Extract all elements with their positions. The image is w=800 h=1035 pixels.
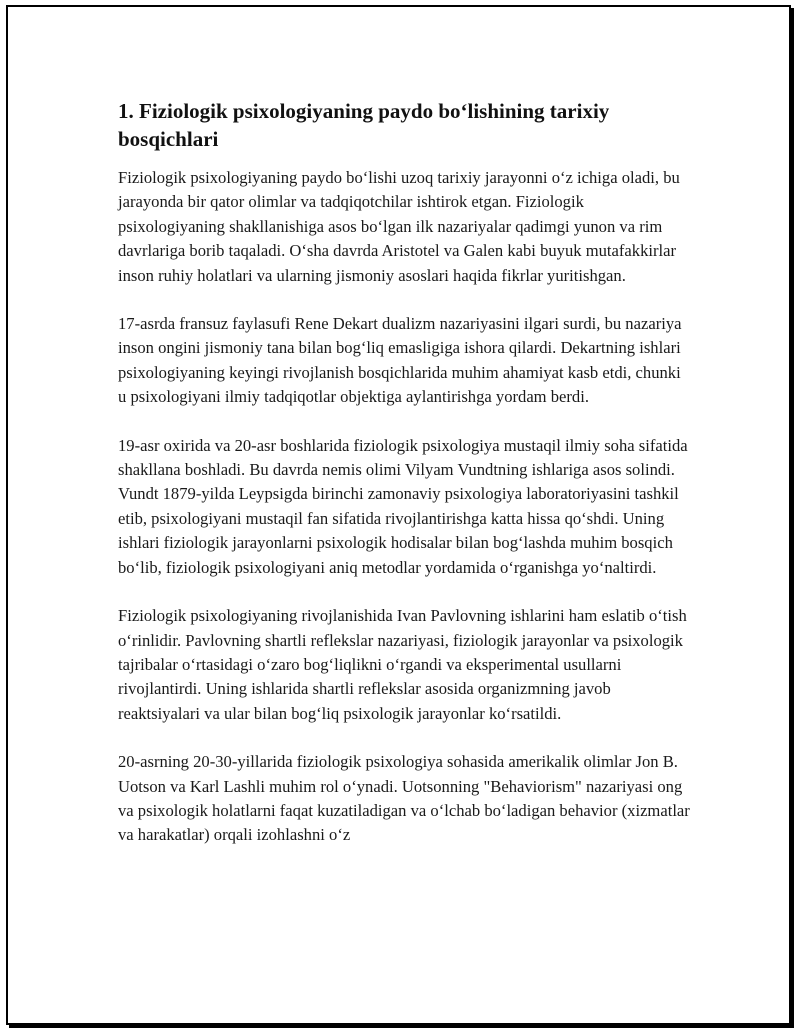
paragraph-wundt: 19-asr oxirida va 20-asr boshlarida fiziologik psixologiya mustaqil ilmiy soha sifatida shakllana boshladi. Bu davrda nemis olimi Vilyam Vundtning ishlariga asos solindi. Vundt 1879-yilda Leypsigda birinchi zamonaviy psixologiya laboratoriyasini tashkil etib, psixologiyani mustaqil fan sifatida rivojlantirishga katta hissa qo‘shdi. Uning ishlari fiziologik jarayonlarni psixologik hodisalar bilan bog‘lashda muhim bosqich bo‘lib, fiziologik psixologiyani aniq metodlar yordamida o‘rganishga yo‘naltirdi. bbox=[118, 435, 688, 577]
paragraph-descartes: 17-asrda fransuz faylasufi Rene Dekart dualizm nazariyasini ilgari surdi, bu nazariya inson ongini jismoniy tana bilan bog‘liq emasligiga ishora qilardi. Dekartning ishlari psixologiyaning keyingi rivojlanish bosqichlarida muhim ahamiyat kasb etdi, chunki u psixologiyani ilmiy tadqiqotlar objektiga aylantirishga yordam berdi. bbox=[118, 314, 682, 407]
document-page bbox=[6, 5, 791, 1025]
paragraph-origins: Fiziologik psixologiyaning paydo bo‘lishi uzoq tarixiy jarayonni o‘z ichiga oladi, bu jarayonda bir qator olimlar va tadqiqotchilar ishtirok etgan. Fiziologik psixologiyaning shakllanishiga asos bo‘lgan ilk nazariyalar qadimgi yunon va rim davrlariga borib taqaladi. O‘sha davrda Aristotel va Galen kabi buyuk mutafakkirlar inson ruhiy holatlari va ularning jismoniy asoslari haqida fikrlar yuritishgan. bbox=[118, 168, 680, 285]
document-content bbox=[118, 97, 693, 872]
paragraph-pavlov: Fiziologik psixologiyaning rivojlanishida Ivan Pavlovning ishlarini ham eslatib o‘tish o‘rinlidir. Pavlovning shartli reflekslar nazariyasi, fiziologik jarayonlar va psixologik tajribalar o‘rtasidagi o‘zaro bog‘liqlikni o‘rgandi va eksperimental usullarni rivojlantirdi. Uning ishlarida shartli reflekslar asosida organizmning javob reaktsiyalari va ular bilan bog‘liq psixologik jarayonlar ko‘rsatildi. bbox=[118, 606, 687, 723]
section-heading: 1. Fiziologik psixologiyaning paydo bo‘lishining tarixiy bosqichlari bbox=[118, 99, 610, 151]
paragraph-behaviorism: 20-asrning 20-30-yillarida fiziologik psixologiya sohasida amerikalik olimlar Jon B. Uotson va Karl Lashli muhim rol o‘ynadi. Uotsonning "Behaviorism" nazariyasi ong va psixologik holatlarni faqat kuzatiladigan va o‘lchab bo‘ladigan behavior (xizmatlar va harakatlar) orqali izohlashni o‘z bbox=[118, 752, 690, 845]
